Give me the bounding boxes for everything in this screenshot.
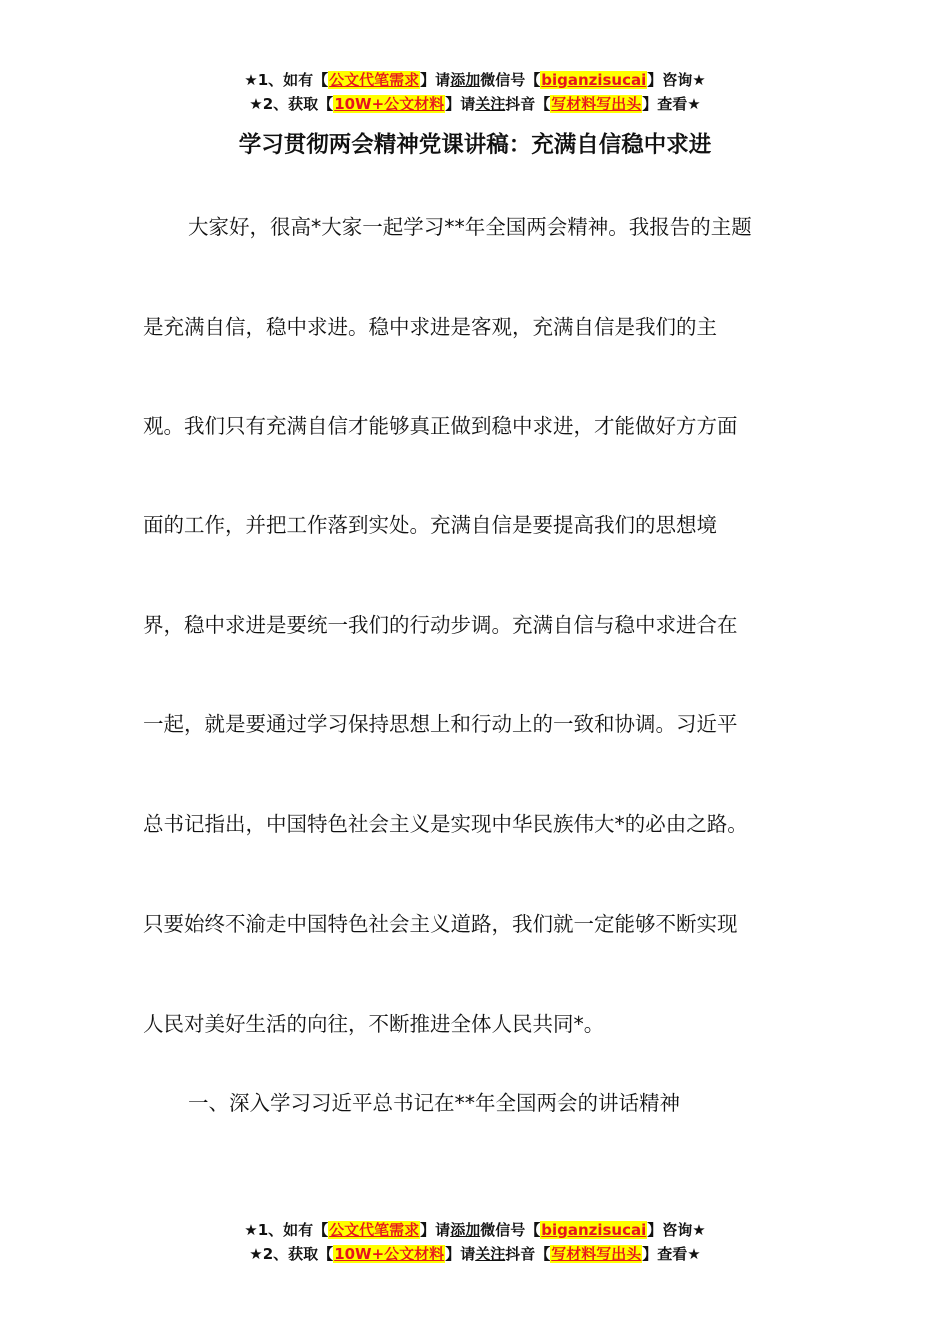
promo-line-2 bbox=[0, 1242, 950, 1266]
paragraph-line: 是充满自信，稳中求进。稳中求进是客观，充满自信是我们的主 bbox=[143, 315, 717, 339]
document-title: 学习贯彻两会精神党课讲稿：充满自信稳中求进 bbox=[238, 132, 712, 158]
paragraph-line: 只要始终不渝走中国特色社会主义道路，我们就一定能够不断实现 bbox=[143, 912, 738, 936]
promo-underline-text: 添加 bbox=[450, 1221, 481, 1239]
paragraph-line: 人民对美好生活的向往，不断推进全体人民共同*。 bbox=[143, 1012, 605, 1036]
promo-line-1 bbox=[0, 68, 950, 92]
promo-text: ★2、获取【 bbox=[249, 1245, 334, 1263]
promo-text: 】咨询★ bbox=[647, 1221, 706, 1239]
paragraph-line: 界，稳中求进是要统一我们的行动步调。充满自信与稳中求进合在 bbox=[143, 613, 738, 637]
promo-highlight: biganzisucai bbox=[541, 1221, 647, 1239]
promo-text: 】查看★ bbox=[642, 1245, 701, 1263]
section-heading: 一、深入学习习近平总书记在**年全国两会的讲话精神 bbox=[188, 1091, 680, 1115]
promo-highlight: 公文代笔需求 bbox=[329, 1221, 420, 1239]
paragraph-line: 观。我们只有充满自信才能够真正做到稳中求进，才能做好方方面 bbox=[143, 414, 738, 438]
promo-line-2 bbox=[0, 92, 950, 116]
promo-underline-text: 关注 bbox=[475, 1245, 506, 1263]
promo-text: 】请 bbox=[420, 71, 451, 89]
promo-underline-text: 关注 bbox=[475, 95, 506, 113]
promo-highlight: 写材料写出头 bbox=[551, 1245, 642, 1263]
promo-text: 抖音【 bbox=[505, 95, 551, 113]
promo-text: 】请 bbox=[445, 95, 476, 113]
promo-text: 】咨询★ bbox=[647, 71, 706, 89]
promo-text: 】请 bbox=[420, 1221, 451, 1239]
promo-highlight: biganzisucai bbox=[541, 71, 647, 89]
promo-banner-bottom bbox=[0, 1218, 950, 1266]
promo-text: 】查看★ bbox=[642, 95, 701, 113]
promo-highlight: 10W+公文材料 bbox=[334, 1245, 445, 1263]
paragraph-line: 大家好，很高*大家一起学习**年全国两会精神。我报告的主题 bbox=[188, 215, 752, 239]
paragraph-line: 一起，就是要通过学习保持思想上和行动上的一致和协调。习近平 bbox=[143, 712, 738, 736]
promo-text: 抖音【 bbox=[505, 1245, 551, 1263]
promo-text: 微信号【 bbox=[480, 71, 541, 89]
promo-text: 】请 bbox=[445, 1245, 476, 1263]
promo-highlight: 写材料写出头 bbox=[551, 95, 642, 113]
promo-text: 微信号【 bbox=[480, 1221, 541, 1239]
paragraph-line: 总书记指出，中国特色社会主义是实现中华民族伟大*的必由之路。 bbox=[143, 812, 748, 836]
promo-text: ★2、获取【 bbox=[249, 95, 334, 113]
paragraph-line: 面的工作，并把工作落到实处。充满自信是要提高我们的思想境 bbox=[143, 513, 717, 537]
promo-text: ★1、如有【 bbox=[244, 1221, 329, 1239]
promo-text: ★1、如有【 bbox=[244, 71, 329, 89]
promo-highlight: 10W+公文材料 bbox=[334, 95, 445, 113]
promo-line-1 bbox=[0, 1218, 950, 1242]
promo-highlight: 公文代笔需求 bbox=[329, 71, 420, 89]
promo-underline-text: 添加 bbox=[450, 71, 481, 89]
promo-banner-top bbox=[0, 68, 950, 116]
